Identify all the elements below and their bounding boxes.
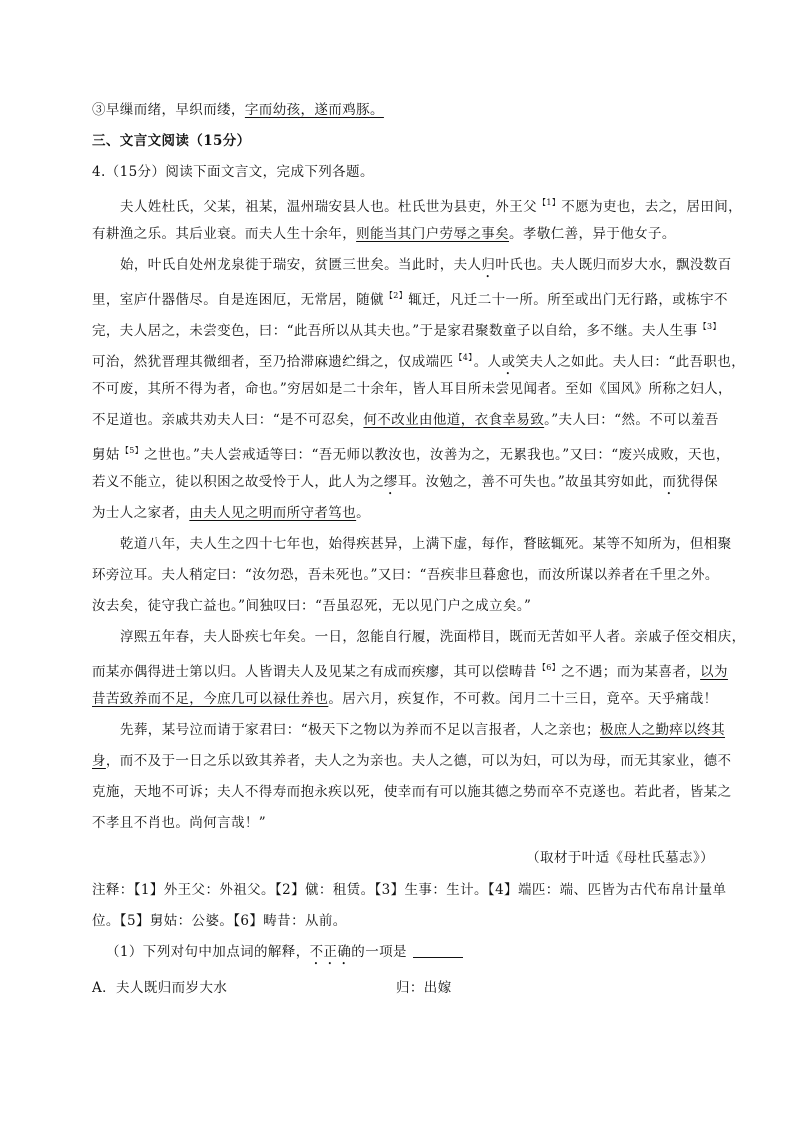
source-citation: （取材于叶适《母杜氏墓志》）	[526, 850, 714, 866]
passage-line: 夫人姓杜氏，父某，祖某，温州瑞安县人也。杜氏世为县吏，外王父$^{【1】}$不愿为吏也，去之，居田间，	[120, 198, 742, 215]
section-title: 三、文言文阅读（15分）	[92, 133, 251, 149]
passage-line: 始，叶氏自处州龙泉徙于瑞安，贫匮三世矣。当此时，夫人归叶氏也。夫人既归而岁大水，飘没数百	[120, 257, 732, 273]
passage-line: 舅姑$^{【5】}$之世也。”夫人尝戒适等曰：“吾无师以教汝也，汝善为之，无累我也。”又曰：“废兴成败，天也，	[92, 446, 730, 463]
option-a-gloss: 归：出嫁	[396, 980, 452, 996]
passage-line: 有耕渔之乐。其后业衰。而夫人生十余年，则能当其门户劳辱之事矣。孝敬仁善，异于他女子。	[92, 226, 676, 242]
passage-line: 克施，天地不可诉；夫人不得寿而抱永疾以死，使幸而有可以施其德之势而卒不克遂也。若此者，皆某之	[92, 784, 732, 800]
footnote-marker: 【5】	[120, 446, 144, 455]
footnote-marker: 【2】	[384, 291, 408, 300]
question-stem: 4.（15分）阅读下面文言文，完成下列各题。	[92, 164, 374, 180]
footnote-marker: 【4】	[454, 353, 473, 362]
passage-line: 汝去矣，徒守我亡益也。”间独叹曰：“吾虽忍死，无以见门户之成立矣。”	[92, 598, 532, 614]
passage-line: 里，室庐什器偕尽。自是连困厄，无常居，随僦$^{【2】}$辄迁，凡迁二十一所。所至或出门无行路，或栋宇不	[92, 291, 728, 308]
subquestion-stem: （1）下列对句中加点词的解释，不正确的一项是	[106, 942, 463, 968]
notes-line: 位。【5】舅姑：公婆。【6】畴昔：从前。	[92, 913, 347, 929]
passage-line: 淳熙五年春，夫人卧疾七年矣。一日，忽能自行履，洗面栉目，既而无苦如平人者。亲戚子侄交相庆，	[120, 629, 746, 645]
passage-line: 而某亦偶得进士第以归。人皆谓夫人及见某之有成而疾瘳，其可以偿畴昔$^{【6】}$之不遇；而为某喜者，以为	[92, 663, 728, 680]
answer-blank[interactable]	[413, 943, 463, 958]
passage-line: 可治，然犹晋理其微细者，至乃拾滞麻遗纻缉之，仅成端匹$^{【4】}$。人或笑夫人之如此。夫人曰：“此吾职也，	[92, 353, 746, 370]
option-a-label: A．夫人既归而岁大水	[92, 980, 228, 996]
passage-line: 先葬，某号泣而请于家君曰：“极天下之物以为养而不足以言报者，人之亲也；极庶人之勤瘁以终其	[120, 722, 726, 738]
passage-line: 不孝且不肖也。尚何言哉！”	[92, 815, 267, 831]
passage-line: 不可废，其所不得为者，命也。”穷居如是二十余年，皆人耳目所未尝见闻者。至如《国风》所称之妇人，	[92, 381, 732, 397]
circled-number: ③	[92, 102, 106, 118]
passage-line: 完，夫人居之，未尝变色，曰：“此吾所以从其夫也。”于是家君聚数童子以自给，多不继。夫人生事$^{【3】}$	[92, 322, 721, 339]
passage-line: 乾道八年，夫人生之四十七年也，始得疾甚异，上满下虚，每作，瞀眩辄死。某等不知所为，但相聚	[120, 536, 732, 552]
passage-line: 环旁泣耳。夫人稍定曰：“汝勿恐，吾未死也。”又曰：“吾疾非旦暮愈也，而汝所谋以养者在千里之外。	[92, 567, 719, 583]
passage-line: 为士人之家者，由夫人见之明而所守者笃也。	[92, 505, 371, 521]
passage-line: 身，而不及于一日之乐以致其养者，夫人之为亲也。夫人之德，可以为妇，可以为母，而无其家业，德不	[92, 753, 732, 769]
passage-line: 若义不能立，徒以积困之故受怜于人，此人为之缪耳。汝勉之，善不可失也。”故虽其穷如此，而犹得保	[92, 474, 719, 490]
passage-line: 昔苦致养而不足，今庶几可以禄仕养也。居六月，疾复作，不可救。闰月二十三日，竟卒。天乎痛哉！	[92, 691, 718, 707]
footnote-marker: 【1】	[538, 198, 561, 207]
q3-line: ③早缫而绪，早织而缕，字而幼孩，遂而鸡豚。	[92, 102, 384, 118]
passage-line: 不足道也。亲戚共劝夫人曰：“是不可忍矣，何不改业由他道，衣食幸易致。”夫人曰：“然。不可以羞吾	[92, 412, 719, 428]
footnote-marker: 【3】	[698, 322, 721, 331]
footnote-marker: 【6】	[537, 663, 561, 672]
notes-line: 注释：【1】外王父：外祖父。【2】僦：租赁。【3】生事：生计。【4】端匹：端、匹皆为古代布帛计量单	[92, 882, 727, 898]
